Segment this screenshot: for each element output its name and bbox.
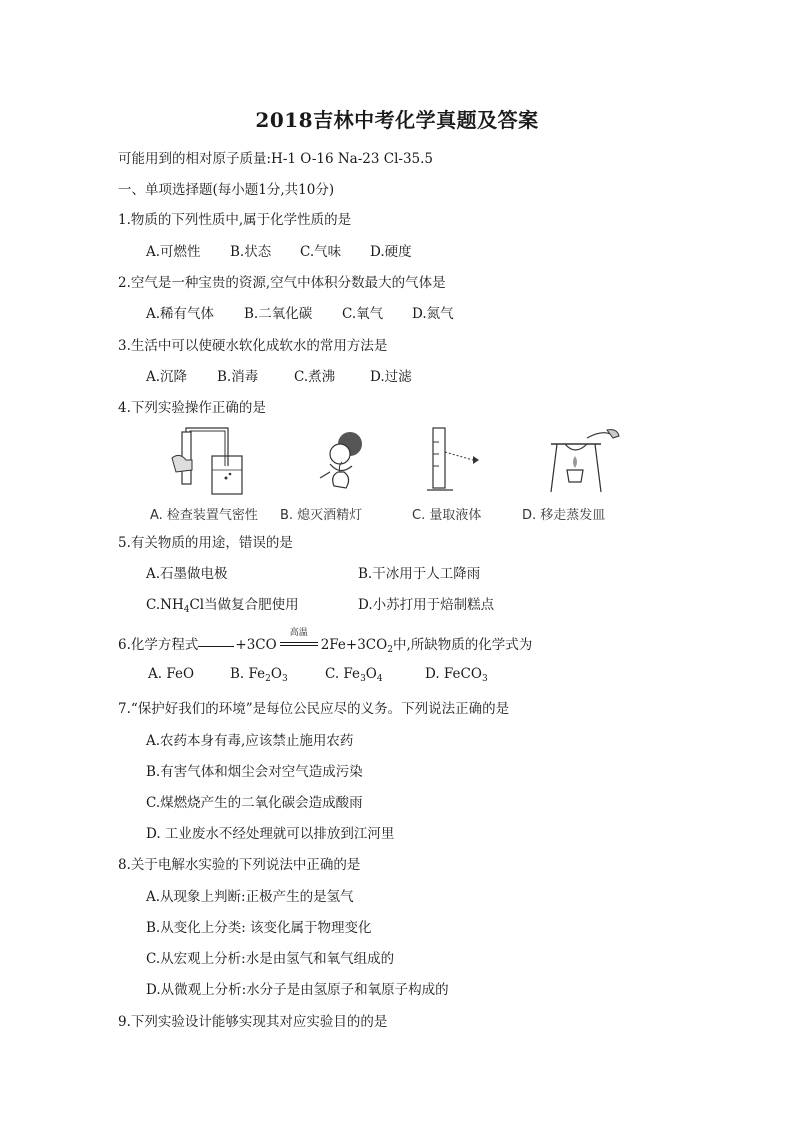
question-6-option-c [325, 666, 383, 684]
question-2-option-b: B.二氧化碳 [244, 306, 313, 322]
question-7-option-a: A.农药本身有毒,应该禁止施用农药 [146, 733, 354, 749]
q6-b-text: B. Fe [230, 666, 266, 682]
option-c-suffix: Cl当做复合肥使用 [189, 597, 299, 613]
q6-c-sub2: 4 [376, 674, 383, 684]
question-7-option-c: C.煤燃烧产生的二氧化碳会造成酸雨 [146, 795, 363, 811]
q6-suffix: 中,所缺物质的化学式为 [392, 637, 533, 653]
question-8-stem: 8.关于电解水实验的下列说法中正确的是 [118, 857, 361, 873]
question-4-figures [150, 426, 630, 524]
evaporating-dish-figure [545, 426, 625, 500]
question-7-option-b: B.有害气体和烟尘会对空气造成污染 [146, 764, 363, 780]
question-3-option-b: B.消毒 [217, 369, 259, 385]
question-4-stem: 4.下列实验操作正确的是 [118, 400, 266, 416]
question-7-option-d: D. 工业废水不经处理就可以排放到江河里 [146, 826, 395, 842]
question-2-option-d: D.氮气 [412, 306, 454, 322]
figure-a-caption: A. 检查装置气密性 [150, 508, 258, 523]
q6-c-sub1: 3 [360, 674, 366, 684]
condition-label: 高温 [289, 628, 308, 638]
question-2-option-a: A.稀有气体 [146, 306, 215, 322]
measuring-cylinder-figure [425, 426, 495, 500]
question-6-option-b [230, 666, 288, 684]
q6-b-post: O [270, 666, 282, 682]
page-title: 2018吉林中考化学真题及答案 [255, 108, 539, 132]
reaction-condition [277, 628, 321, 653]
option-c-subscript: 4 [183, 605, 190, 615]
question-5-option-a: A.石墨做电极 [146, 566, 228, 582]
question-3-stem: 3.生活中可以使硬水软化成软水的常用方法是 [118, 338, 388, 354]
figure-b-caption: B. 熄灭酒精灯 [280, 508, 363, 523]
q6-products: 2Fe+3CO [320, 637, 388, 653]
answer-blank [198, 645, 234, 647]
q6-c-text: C. Fe [325, 666, 361, 682]
alcohol-lamp-figure [300, 426, 380, 500]
question-8-option-a: A.从现象上判断:正极产生的是氢气 [146, 889, 354, 905]
question-8-option-b: B.从变化上分类: 该变化属于物理变化 [146, 920, 372, 936]
question-6-option-a [148, 666, 194, 682]
q6-b-sub1: 2 [265, 674, 271, 684]
question-5-option-b: B.干冰用于人工降雨 [358, 566, 481, 582]
figure-d-caption: D. 移走蒸发皿 [522, 508, 606, 523]
q6-d-text: D. FeCO [425, 666, 482, 682]
q6-subscript: 2 [387, 645, 393, 655]
question-1-option-c: C.气味 [300, 244, 342, 260]
question-5-stem: 5.有关物质的用途，错误的是 [118, 535, 293, 551]
question-2-stem: 2.空气是一种宝贵的资源,空气中体积分数最大的气体是 [118, 275, 446, 291]
question-1-option-a: A.可燃性 [146, 244, 201, 260]
question-5-option-c [146, 593, 299, 615]
q6-reactant: +3CO [235, 637, 277, 653]
atomic-masses: 可能用到的相对原子质量:H-1 O-16 Na-23 Cl-35.5 [118, 151, 434, 167]
q6-a-text: A. FeO [148, 666, 195, 682]
q6-d-sub1: 3 [481, 674, 488, 684]
airtightness-check-figure [170, 426, 260, 498]
question-3-option-a: A.沉降 [146, 369, 188, 385]
q6-b-sub2: 3 [281, 674, 288, 684]
question-3-option-c: C.煮沸 [294, 369, 336, 385]
question-5-option-d: D.小苏打用于焙制糕点 [358, 597, 495, 613]
question-6-option-d [425, 666, 488, 684]
question-2-option-c: C.氧气 [342, 306, 384, 322]
question-1-stem: 1.物质的下列性质中,属于化学性质的是 [118, 212, 352, 228]
option-c-prefix: C.NH [146, 597, 184, 613]
q6-c-post: O [365, 666, 377, 682]
figure-c-caption: C. 量取液体 [412, 508, 482, 523]
question-7-stem: 7.“保护好我们的环境”是每位公民应尽的义务。下列说法正确的是 [118, 701, 510, 717]
question-1-option-b: B.状态 [230, 244, 272, 260]
question-8-option-c: C.从宏观上分析:水是由氢气和氧气组成的 [146, 951, 395, 967]
question-9-stem: 9.下列实验设计能够实现其对应实验目的的是 [118, 1014, 388, 1030]
section-heading: 一、单项选择题(每小题1分,共10分) [118, 182, 335, 198]
question-6-stem [118, 628, 533, 655]
q6-prefix: 6.化学方程式 [118, 637, 199, 653]
question-8-option-d: D.从微观上分析:水分子是由氢原子和氧原子构成的 [146, 982, 449, 998]
question-3-option-d: D.过滤 [370, 369, 412, 385]
question-1-option-d: D.硬度 [370, 244, 412, 260]
